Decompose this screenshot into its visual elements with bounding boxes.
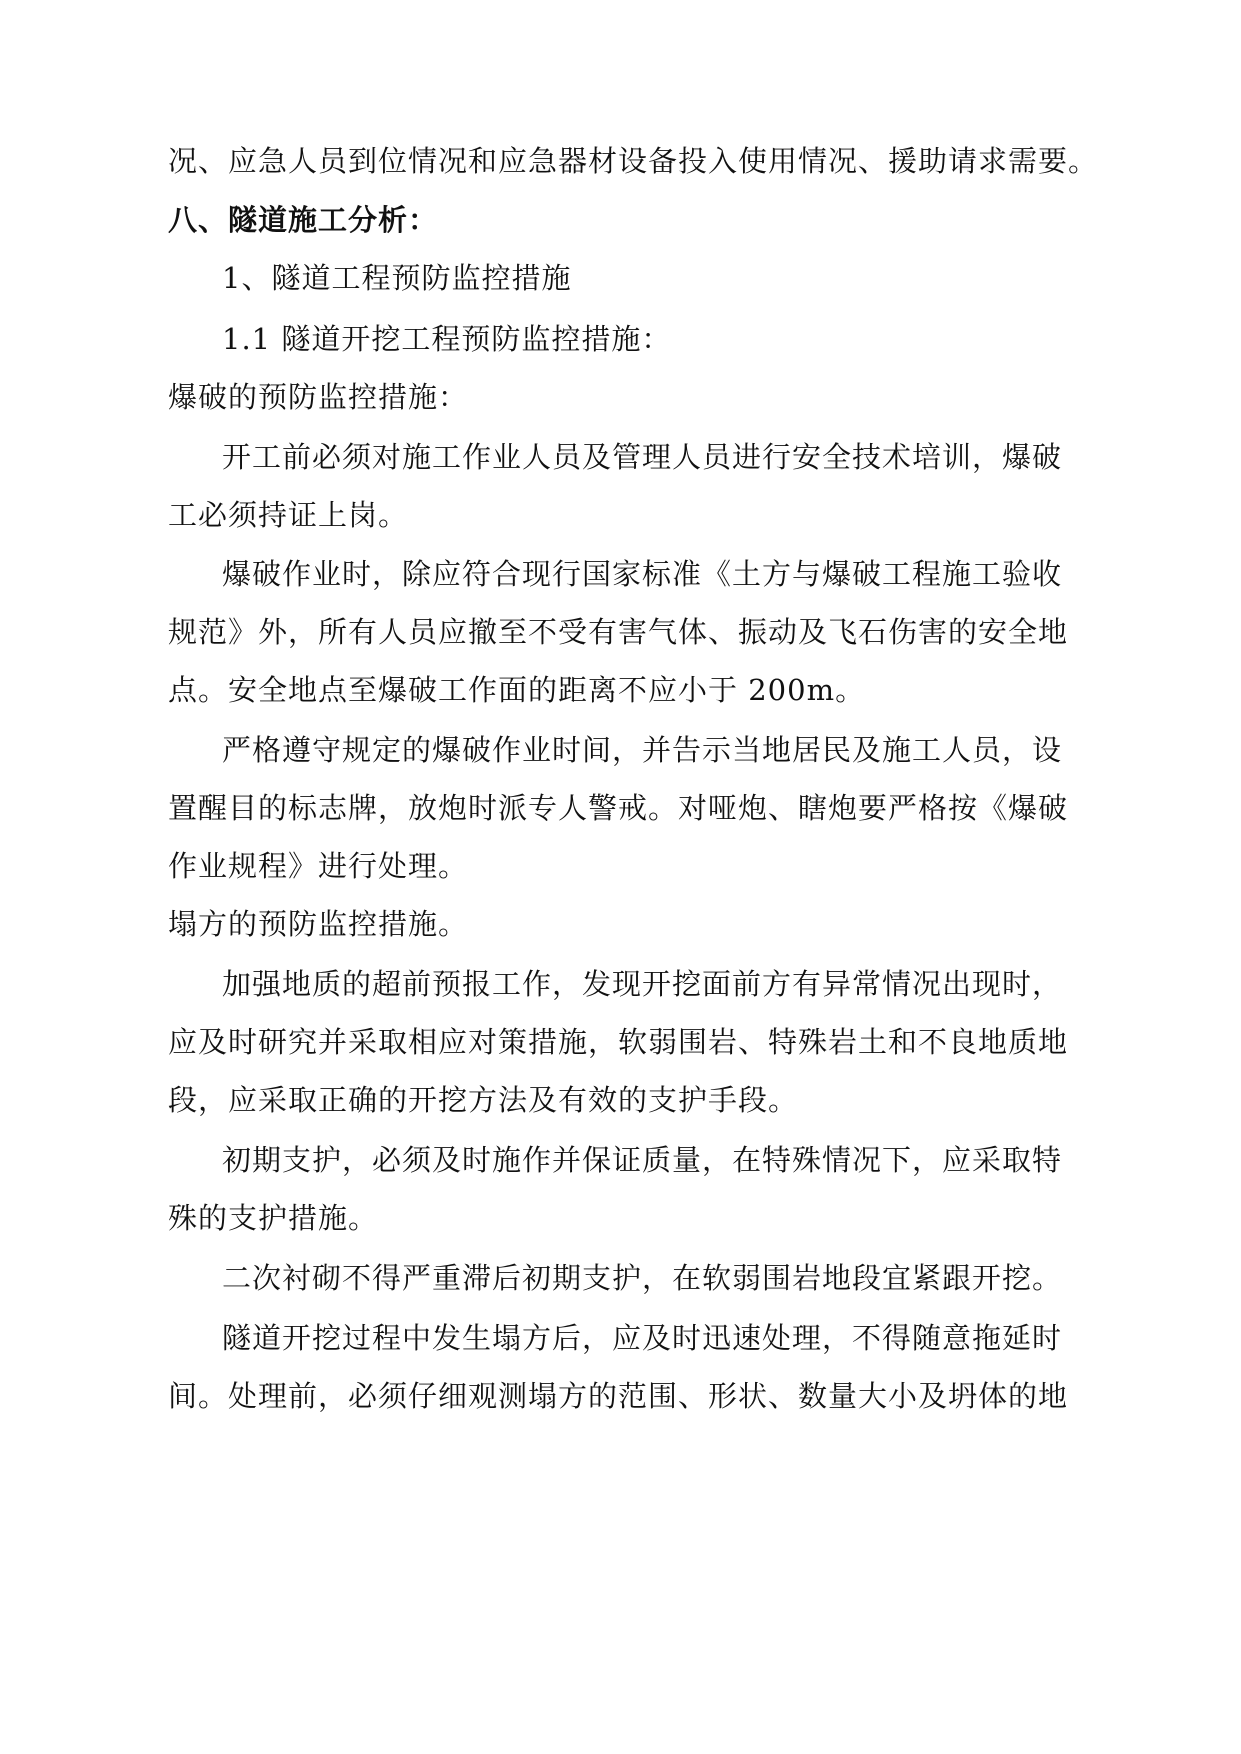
- text-line-17: 段，应采取正确的开挖方法及有效的支护手段。: [168, 1083, 799, 1117]
- text-line-12: 置醒目的标志牌，放炮时派专人警戒。对哑炮、瞎炮要严格按《爆破: [168, 791, 1069, 825]
- text-line-18: 初期支护，必须及时施作并保证质量，在特殊情况下，应采取特: [222, 1143, 1063, 1177]
- text-line-20: 二次衬砌不得严重滞后初期支护，在软弱围岩地段宜紧跟开挖。: [222, 1261, 1063, 1295]
- text-line-16: 应及时研究并采取相应对策措施，软弱围岩、特殊岩土和不良地质地: [168, 1025, 1069, 1059]
- topic-label-blasting: 爆破的预防监控措施：: [168, 380, 469, 414]
- text-line-9: 规范》外，所有人员应撤至不受有害气体、振动及飞石伤害的安全地: [168, 615, 1069, 649]
- section-heading: 八、隧道施工分析：: [168, 203, 439, 237]
- text-line-8: 爆破作业时，除应符合现行国家标准《土方与爆破工程施工验收: [222, 557, 1063, 591]
- text-line-22: 间。处理前，必须仔细观测塌方的范围、形状、数量大小及坍体的地: [168, 1379, 1069, 1413]
- text-line-13: 作业规程》进行处理。: [168, 849, 469, 883]
- topic-label-collapse: 塌方的预防监控措施。: [168, 907, 469, 941]
- text-line-15: 加强地质的超前预报工作，发现开挖面前方有异常情况出现时，: [222, 967, 1063, 1001]
- text-line-11: 严格遵守规定的爆破作业时间，并告示当地居民及施工人员，设: [222, 733, 1063, 767]
- text-line-10: 点。安全地点至爆破工作面的距离不应小于 200m。: [168, 673, 866, 707]
- text-line-7: 工必须持证上岗。: [168, 498, 409, 532]
- text-line-6: 开工前必须对施工作业人员及管理人员进行安全技术培训，爆破: [222, 440, 1063, 474]
- text-line-1: 况、应急人员到位情况和应急器材设备投入使用情况、援助请求需要。: [168, 144, 1099, 178]
- subsection-heading: 1、隧道工程预防监控措施: [222, 261, 572, 295]
- text-line-19: 殊的支护措施。: [168, 1201, 379, 1235]
- subsubsection-heading: 1.1 隧道开挖工程预防监控措施：: [222, 322, 672, 356]
- text-line-21: 隧道开挖过程中发生塌方后，应及时迅速处理，不得随意拖延时: [222, 1321, 1063, 1355]
